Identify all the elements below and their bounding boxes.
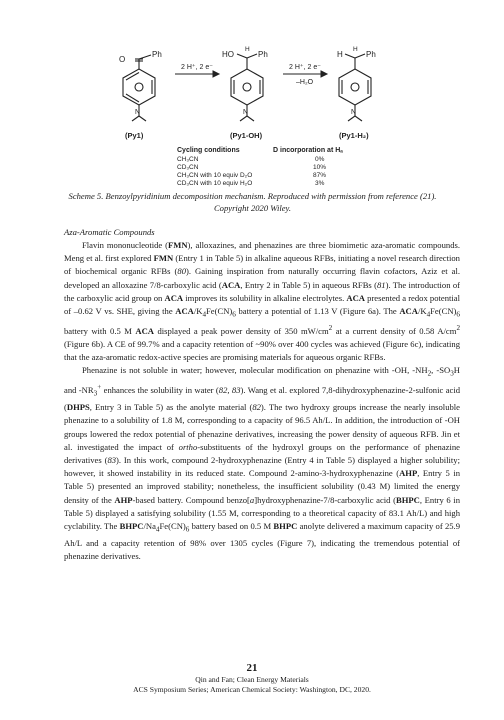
step2-label: 2 H⁺, 2 e⁻	[289, 64, 321, 71]
table-header-conditions: Cycling conditions	[177, 147, 240, 154]
paragraph-1: Flavin mononucleotide (FMN), alloxazines, and phenazines are three biomimetic aza-aromatic compounds. Meng et al. first explored FMN (Entry 1 in Table 5) in alkaline aqueous RFBs, initiating a novel research direction of biochemical organic RFBs (80). Gaining inspiration from naturally occurring flavin cofactors, Aziz et al. developed an alloxazine 7/8-carboxylic acid (ACA, Entry 2 in Table 5) in aqueous RFBs (81). The introduction of the carboxylic acid group on ACA improves its solubility in alkaline electrolytes. ACA presented a redox potential of –0.62 V vs. SHE, giving the ACA/$K_4Fe(CN)_6$ battery a potential of 1.13 V (Figure 6a). The ACA/$K_4Fe(CN)_6$ battery with 0.5 M ACA displayed a peak power density of 350 $mW/cm^2$ at a current density of 0.58 $A/cm^2$ (Figure 6b). A CE of 99.7% and a capacity retention of ~90% over 400 cycles was achieved (Figure 6c), indicating that the aza-aromatic redox-active species are promising materials for aqueous organic RFBs.	[64, 240, 461, 363]
reaction-arrow-2	[283, 71, 327, 77]
footer-line-1: Qin and Fan; Clean Energy Materials	[195, 675, 309, 684]
table-row-val: 0%	[315, 156, 325, 163]
table-header-d-incorporation: D incorporation at Hₐ	[273, 147, 343, 154]
table-row-val: 10%	[313, 164, 327, 171]
py1-oh-ph-group: Ph	[258, 50, 268, 59]
reaction-arrow-1	[175, 71, 219, 77]
caption-line-2: Copyright 2020 Wiley.	[213, 203, 292, 213]
table-row-cond: CH₃CN with 10 equiv D₂O	[177, 172, 253, 179]
section-heading: Aza-Aromatic Compounds	[64, 227, 155, 237]
table-row-cond: CD₃CN with 10 equiv H₂O	[177, 180, 253, 187]
scheme-caption	[40, 190, 465, 214]
py1-label: (Py1)	[125, 131, 144, 140]
table-row-val: 87%	[313, 172, 327, 179]
body-text	[64, 239, 460, 563]
py1-oh-h-atom: H	[245, 46, 250, 53]
py1-h2-n-atom: N	[351, 109, 357, 116]
py1-h2-h-atom: H	[337, 50, 343, 59]
caption-line-1: Scheme 5. Benzoylpyridinium decomposition mechanism. Reproduced with permission from reference (21).	[68, 191, 437, 201]
table-row-val: 3%	[315, 180, 325, 187]
py1-h2-ph-group: Ph	[366, 50, 376, 59]
table-row-cond: CD₃CN	[177, 164, 199, 171]
py1-h2-ha-atom: H	[353, 46, 358, 53]
py1-o-atom: O	[119, 55, 126, 64]
scheme-5-figure	[95, 28, 415, 188]
py1-oh-n-atom: N	[243, 109, 249, 116]
step1-label: 2 H⁺, 2 e⁻	[181, 64, 213, 71]
py1-ph-group: Ph	[152, 50, 162, 59]
py1-oh-ho-group: HO	[222, 50, 234, 59]
py1-h2-label: (Py1-H₂)	[339, 131, 369, 140]
footer-line-2: ACS Symposium Series; American Chemical Society: Washington, DC, 2020.	[133, 685, 371, 694]
table-row-cond: CH₃CN	[177, 156, 199, 163]
step2-sublabel: –H₂O	[296, 79, 314, 86]
py1-n-atom: N	[135, 109, 141, 116]
py1-oh-label: (Py1-OH)	[230, 131, 263, 140]
paragraph-2: Phenazine is not soluble in water; however, molecular modification on phenazine with -OH, $-NH_2$, $-SO_3H$ and $-NR_3^+$ enhances the solubility in water (82, 83). Wang et al. explored 7,8-dihydroxyphenazine-2-sulfonic acid (DHPS, Entry 3 in Table 5) as the anolyte material (82). The two hydroxy groups increase the nearly insoluble phenazine to a solubility of 1.8 M, corresponding to a capacity of 96.5 Ah/L. In addition, the introduction of -OH groups lowered the redox potential of phenazine derivatives, increasing the power density of aqueous RFB. Jin et al. investigated the impact of ortho-substituents of the hydroxyl groups on the performance of phenazine derivatives (83). In this work, compound 2-hydroxyphenazine (Entry 4 in Table 5) displayed a higher solubility; however, it showed instability in its reduced state. Compound 2-amino-3-hydroxyphenazine (AHP, Entry 5 in Table 5) presented an improved stability; nonetheless, the insufficient solubility (0.43 M) limited the energy density of the AHP-based battery. Compound benzo[a]hydroxyphenazine-7/8-carboxylic acid (BHPC, Entry 6 in Table 5) displayed a satisfying solubility (1.55 M, corresponding to a theoretical capacity of 83.1 Ah/L) and high cyclability. The BHPC/$Na_4Fe(CN)_6$ battery based on 0.5 M BHPC anolyte delivered a maximum capacity of 25.9 Ah/L and a capacity retention of 98% over 1305 cycles (Figure 7), indicating the tremendous potential of phenazine derivatives.	[64, 365, 461, 562]
page-number: 21	[246, 662, 258, 674]
